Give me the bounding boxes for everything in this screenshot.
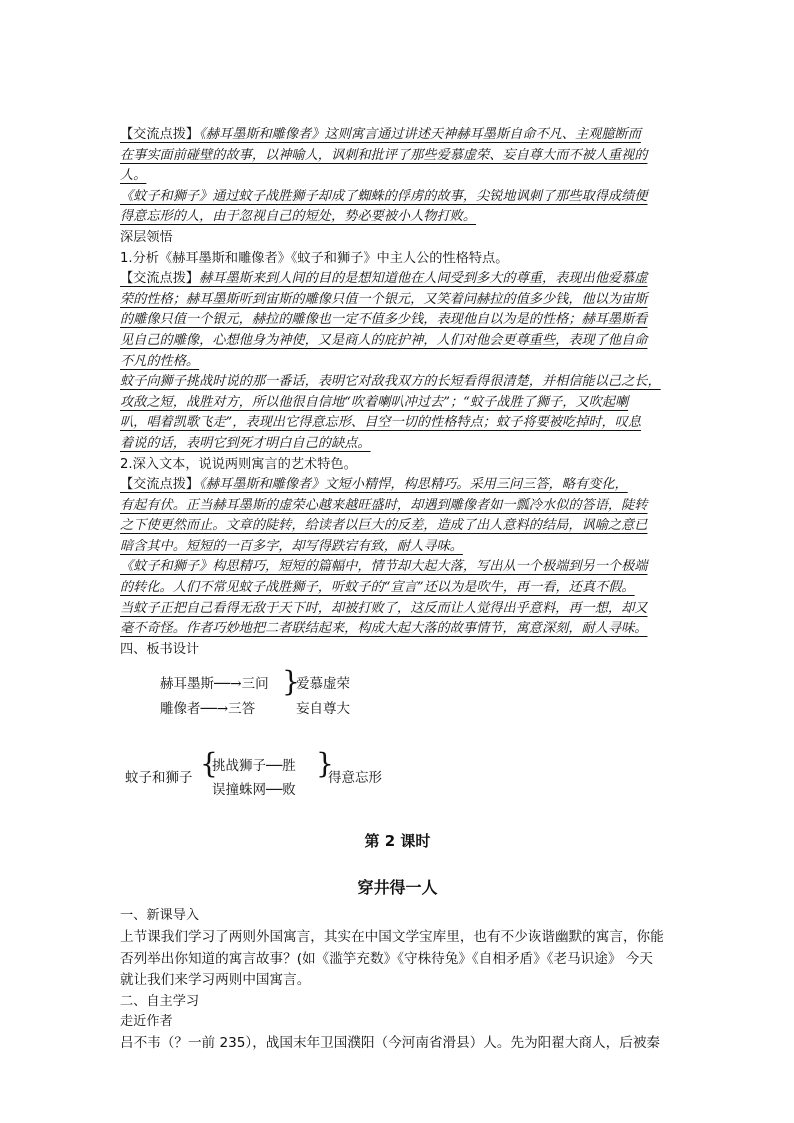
question-1: 1.分析《赫耳墨斯和雕像者》《蚊子和狮子》中主人公的性格特点。 [120, 250, 509, 266]
page-content [120, 125, 675, 1054]
section-heading-self: 二、自主学习 [120, 993, 200, 1009]
board-a-left-1: 赫耳墨斯──→三问 [160, 676, 269, 693]
brace-icon: } [316, 747, 334, 781]
tip-label: 【交流点拨】 [120, 127, 200, 142]
board-b-right: 得意忘形 [328, 770, 382, 787]
tip-text-line: 见自己的雕像，心想他身为神使，又是商人的庇护神，人们对他会更尊重些，表现了他自命 [120, 332, 648, 348]
section-heading-intro: 一、新课导入 [120, 908, 200, 924]
tip-text-line: 有起有伏。正当赫耳墨斯的虚荣心越来越旺盛时，却遇到雕像者如一瓢冷水似的答语，陡转 [120, 497, 648, 513]
exchange-tip-4 [120, 372, 675, 454]
board-b-mid-2: 误撞蛛网──败 [212, 782, 296, 799]
intro-line: 否列举出你知道的寓言故事？(如《滥竽充数》《守株待兔》《自相矛盾》《老马识途》 今天 [120, 950, 653, 967]
tip-text-line: 《赫耳墨斯和雕像者》文短小精悍，构思精巧。采用三问三答，略有变化， [199, 477, 628, 493]
tip-text-line: 之下使更然而止。文章的陡转，给读者以巨大的反差，造成了出人意料的结局，讽喻之意已 [120, 518, 648, 534]
exchange-tip-5 [120, 475, 675, 557]
author-line: 吕不韦（？一前 235），战国末年卫国濮阳（今河南省滑县）人。先为阳翟大商人，后被秦 [120, 1034, 661, 1051]
section-heading-board: 四、板书设计 [120, 641, 200, 657]
tip-text-line: 赫耳墨斯来到人间的目的是想知道他在人间受到多大的尊重，表现出他爱慕虚 [199, 271, 648, 287]
section-heading-author: 走近作者 [120, 1014, 173, 1030]
intro-line: 上节课我们学习了两则外国寓言，其实在中国文学宝库里，也有不少诙谐幽默的寓言，你能 [120, 929, 664, 946]
brace-icon: } [282, 665, 300, 699]
tip-text-line: 荣的性格；赫耳墨斯听到宙斯的雕像只值一个银元，又笑着问赫拉的值多少钱，他以为宙斯 [120, 291, 648, 307]
tip-text-line: 《蚊子和狮子》构思精巧，短短的篇幅中，情节却大起大落，写出从一个极端到另一个极端 [120, 559, 648, 575]
tip-text-line: 人。 [120, 168, 147, 184]
brace-icon: { [200, 747, 218, 781]
exchange-tip-3 [120, 269, 675, 372]
exchange-tip-2 [120, 187, 675, 228]
board-a-right-2: 妄自尊大 [296, 701, 350, 718]
board-a-right-1: 爱慕虚荣 [296, 676, 350, 693]
tip-text-line: 得意忘形的人，由于忽视自己的短处，势必要被小人物打败。 [120, 209, 477, 225]
tip-text-line: 暗含其中。短短的一百多字，却写得跌宕有致，耐人寻味。 [120, 538, 463, 554]
tip-text-line: 着说的话，表明它到死才明白自己的缺点。 [120, 435, 371, 451]
tip-text-line: 在事实面前碰壁的故事，以神喻人，讽刺和批评了那些爱慕虚荣、妄自尊大而不被人重视的 [120, 147, 648, 163]
tip-text-line: 当蚊子正把自己看得无敌于天下时，却被打败了，这反而让人觉得出乎意料，再一想，却又 [120, 600, 648, 616]
tip-text-line: 不凡的性格。 [120, 353, 200, 369]
intro-line: 就让我们来学习两则中国寓言。 [120, 972, 311, 989]
tip-text-line: 毫不奇怪。作者巧妙地把二者联结起来，构成大起大落的故事情节，寓意深刻，耐人寻味。 [120, 621, 648, 637]
tip-text-line: 的转化。人们不常见蚊子战胜狮子，听蚊子的“宣言”还以为是吹牛，再一看，还真不假。 [120, 580, 635, 596]
tip-text-line: 叭，唱着凯歌飞走”，表现出它得意忘形、目空一切的性格特点；蚊子将要被吃掉时，叹息 [120, 415, 642, 431]
tip-text-line: 《赫耳墨斯和雕像者》这则寓言通过讲述天神赫耳墨斯自命不凡、主观臆断而 [199, 127, 641, 142]
lesson-title: 第 2 课时 [364, 832, 431, 851]
tip-label: 【交流点拨】 [120, 271, 200, 287]
exchange-tip-1 [120, 125, 675, 187]
board-a-left-2: 雕像者──→三答 [160, 701, 256, 718]
tip-text-line: 《蚊子和狮子》通过蚊子战胜狮子却成了蜘蛛的俘虏的故事，尖锐地讽刺了那些取得成绩便 [120, 188, 648, 204]
tip-text-line: 攻敌之短，战胜对方，所以他很自信地“吹着喇叭冲过去”；“蚊子战胜了狮子，又吹起喇 [120, 394, 629, 410]
board-design [120, 660, 675, 825]
article-title: 穿井得一人 [357, 878, 438, 898]
board-b-mid-1: 挑战狮子──胜 [212, 758, 296, 775]
board-b-title: 蚊子和狮子 [125, 770, 193, 787]
question-2: 2.深入文本，说说两则寓言的艺术特色。 [120, 456, 357, 472]
exchange-tip-6 [120, 557, 675, 639]
section-heading-deep: 深层领悟 [120, 229, 173, 245]
tip-label: 【交流点拨】 [120, 477, 200, 493]
tip-text-line: 蚊子向狮子挑战时说的那一番话，表明它对敌我双方的长短看得很清楚，并相信能以己之长， [120, 374, 661, 390]
tip-text-line: 的雕像只值一个银元，赫拉的雕像也一定不值多少钱，表现他自以为是的性格；赫耳墨斯看 [120, 312, 648, 328]
